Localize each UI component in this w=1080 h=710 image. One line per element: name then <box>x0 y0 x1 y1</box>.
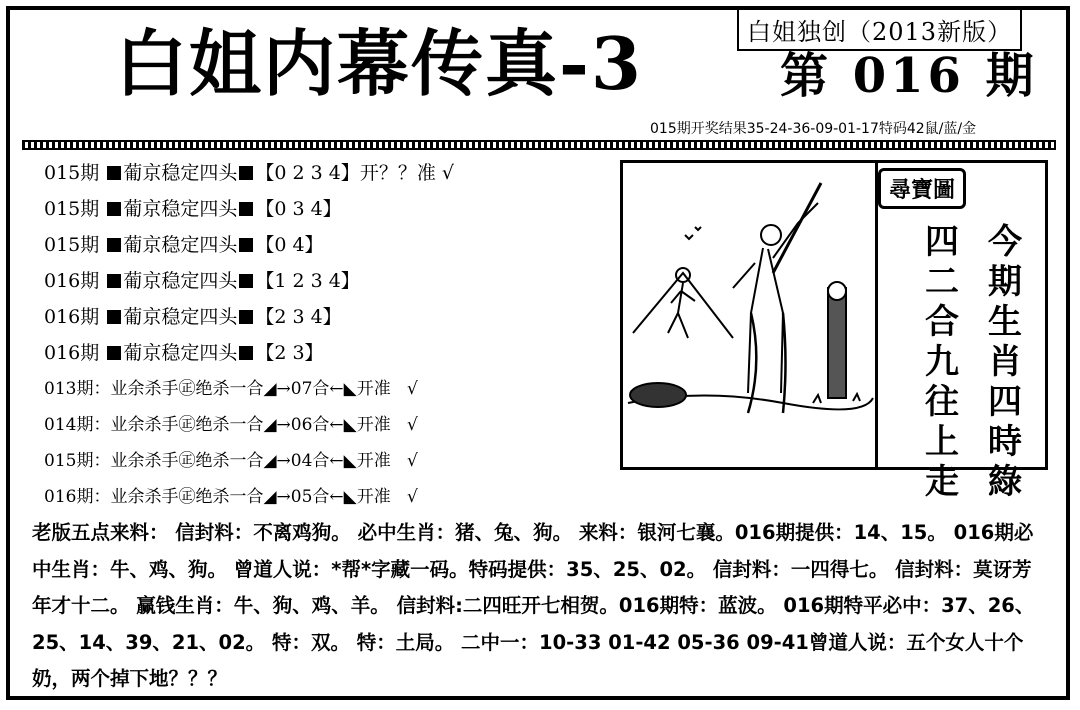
issue-number: 第 016 期 <box>780 48 1038 104</box>
kill-text: 业余杀手㊣绝杀一合◢→06合←◣开准 <box>110 415 391 435</box>
four-head-row <box>44 338 454 374</box>
paragraph-text: 老版五点来料： 信封料：不离鸡狗。 必中生肖：猪、兔、狗。 来料：银河七襄。016期提供：14、15。 016期必中生肖：牛、鸡、狗。 曾道人说：*帮*字藏一码。特码提供：35、25、02。 信封料：一四得七。 信封料：莫讶芳年才十二。 赢钱生肖：牛、狗、鸡、羊。 信封料:二四旺开七相贺。016期特：蓝波。 016期特平必中：37、26、25、14、39、21、02。 特：双。 特：土局。 二中一：10-33 01-42 05-36 09-41曾道人说：五个女人十个奶，两个掉下地？？？ <box>32 521 1035 690</box>
kill-text: 业余杀手㊣绝杀一合◢→04合←◣开准 <box>110 451 391 471</box>
brand-tag: 白姐独创（2013新版） <box>737 10 1022 51</box>
last-result: 015期开奖结果35-24-36-09-01-17特码42鼠/蓝/金 <box>650 121 977 137</box>
kill-period: 014期： <box>44 415 111 435</box>
four-head-row <box>44 266 454 302</box>
four-head-row <box>44 230 454 266</box>
check-mark: √ <box>406 451 418 471</box>
square-icon <box>107 274 121 288</box>
row-nums: 【2 3】 <box>255 342 324 364</box>
child-head <box>676 268 690 282</box>
row-period: 015期 <box>44 162 100 184</box>
stump-top <box>828 282 846 300</box>
square-icon <box>239 166 253 180</box>
check-mark: √ <box>406 487 418 507</box>
kill-period: 016期： <box>44 487 111 507</box>
child-body <box>668 283 695 338</box>
treasure-seal: 尋寶圖 <box>878 168 966 209</box>
row-period: 016期 <box>44 270 100 292</box>
stump <box>828 288 846 398</box>
treasure-map-box <box>620 160 1048 470</box>
vertical-divider <box>875 160 878 470</box>
row-name: 葡京稳定四头 <box>123 342 238 364</box>
square-icon <box>239 346 253 360</box>
staff <box>773 183 821 273</box>
row-name: 葡京稳定四头 <box>123 306 238 328</box>
row-period: 016期 <box>44 342 100 364</box>
kill-period: 015期： <box>44 451 111 471</box>
four-head-row <box>44 158 454 194</box>
check-mark: √ <box>406 379 418 399</box>
row-nums: 【0 2 3 4】 <box>255 162 360 184</box>
row-name: 葡京稳定四头 <box>123 162 238 184</box>
square-icon <box>239 238 253 252</box>
square-icon <box>107 346 121 360</box>
square-icon <box>239 202 253 216</box>
rock <box>630 383 686 407</box>
four-head-row <box>44 194 454 230</box>
kill-text: 业余杀手㊣绝杀一合◢→07合←◣开准 <box>110 379 391 399</box>
row-nums: 【0 4】 <box>255 234 324 256</box>
divider-bar <box>22 140 1056 150</box>
square-icon <box>107 310 121 324</box>
kill-period: 013期： <box>44 379 111 399</box>
row-note: 开？？准 √ <box>359 162 454 184</box>
treasure-illustration <box>623 163 878 467</box>
row-name: 葡京稳定四头 <box>123 234 238 256</box>
kill-row <box>44 410 454 446</box>
row-nums: 【1 2 3 4】 <box>255 270 360 292</box>
prediction-rows <box>44 158 454 518</box>
kill-row <box>44 446 454 482</box>
row-nums: 【2 3 4】 <box>255 306 342 328</box>
kill-row <box>44 374 454 410</box>
verse-right: 今期生肖四時綠 <box>988 222 1022 502</box>
row-period: 016期 <box>44 306 100 328</box>
check-mark: √ <box>406 415 418 435</box>
bird-1 <box>685 235 693 239</box>
square-icon <box>107 202 121 216</box>
row-nums: 【0 3 4】 <box>255 198 342 220</box>
man-body <box>733 203 818 393</box>
row-name: 葡京稳定四头 <box>123 270 238 292</box>
page-title: 白姐内幕传真-3 <box>115 21 643 106</box>
man-head <box>761 225 781 245</box>
square-icon <box>239 310 253 324</box>
row-name: 葡京稳定四头 <box>123 198 238 220</box>
verse-left: 四二合九往上走 <box>925 222 959 502</box>
four-head-row <box>44 302 454 338</box>
kill-text: 业余杀手㊣绝杀一合◢→05合←◣开准 <box>110 487 391 507</box>
square-icon <box>239 274 253 288</box>
square-icon <box>107 238 121 252</box>
kill-row <box>44 482 454 518</box>
row-period: 015期 <box>44 198 100 220</box>
square-icon <box>107 166 121 180</box>
info-paragraph <box>32 515 1042 698</box>
row-period: 015期 <box>44 234 100 256</box>
bird-2 <box>695 227 701 230</box>
